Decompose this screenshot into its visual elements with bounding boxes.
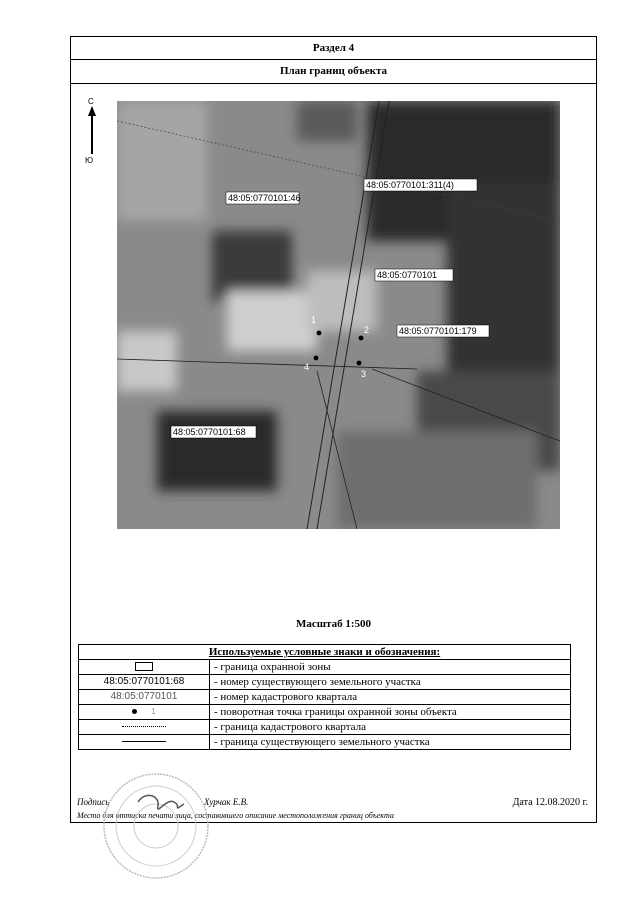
legend-text: - номер кадастрового квартала <box>210 690 571 705</box>
document-frame <box>70 36 597 823</box>
signer-name: Хурчак Е.В. <box>204 797 249 807</box>
section-title: Раздел 4 <box>71 37 596 60</box>
quarter-label: 48:05:0770101 <box>377 270 438 280</box>
parcel-number-symbol: 48:05:0770101:68 <box>79 675 210 690</box>
legend-row <box>79 675 571 690</box>
quarter-boundary-symbol-icon <box>79 720 210 735</box>
point-label-2: 2 <box>364 325 370 335</box>
point-label-4: 4 <box>304 362 310 372</box>
parcel-label-68: 48:05:0770101:68 <box>173 427 246 437</box>
parcel-label-46: 48:05:0770101:46 <box>228 193 301 203</box>
boundary-point-3 <box>357 361 362 366</box>
boundary-point-1 <box>317 331 322 336</box>
boundary-point-2 <box>359 336 364 341</box>
legend-text: - поворотная точка границы охранной зоны объекта <box>210 705 571 720</box>
legend-row <box>79 735 571 750</box>
turning-point-symbol-icon: 1 <box>79 705 210 720</box>
quarter-number-symbol: 48:05:0770101 <box>79 690 210 705</box>
north-arrow-icon <box>85 97 99 167</box>
parcel-label-179: 48:05:0770101:179 <box>399 326 477 336</box>
north-label: С <box>88 97 94 106</box>
legend-text: - номер существующего земельного участка <box>210 675 571 690</box>
legend-heading: Используемые условные знаки и обозначения: <box>79 645 571 660</box>
legend-text: - граница существующего земельного участка <box>210 735 571 750</box>
south-label: Ю <box>85 156 94 165</box>
plan-title: План границ объекта <box>71 59 596 84</box>
map-scale: Масштаб 1:500 <box>295 618 371 630</box>
satellite-map <box>117 101 560 529</box>
point-label-3: 3 <box>361 369 367 379</box>
point-label-1: 1 <box>311 315 317 325</box>
legend-row <box>79 720 571 735</box>
boundary-point-4 <box>314 356 319 361</box>
stamp-seal-icon <box>102 772 210 880</box>
legend-row <box>79 690 571 705</box>
signature-label: Подпись <box>77 797 110 807</box>
legend-text: - граница кадастрового квартала <box>210 720 571 735</box>
legend-table <box>78 644 571 750</box>
legend-text: - граница охранной зоны <box>210 660 571 675</box>
legend-row <box>79 660 571 675</box>
protection-zone-symbol-icon <box>79 660 210 675</box>
legend-row <box>79 705 571 720</box>
stamp-place-caption: Место для оттиска печати лица, составившего описание местоположения границ объекта <box>77 811 394 820</box>
parcel-label-311: 48:05:0770101:311(4) <box>366 180 454 190</box>
document-date: Дата 12.08.2020 г. <box>512 797 588 808</box>
parcel-boundary-symbol-icon <box>79 735 210 750</box>
